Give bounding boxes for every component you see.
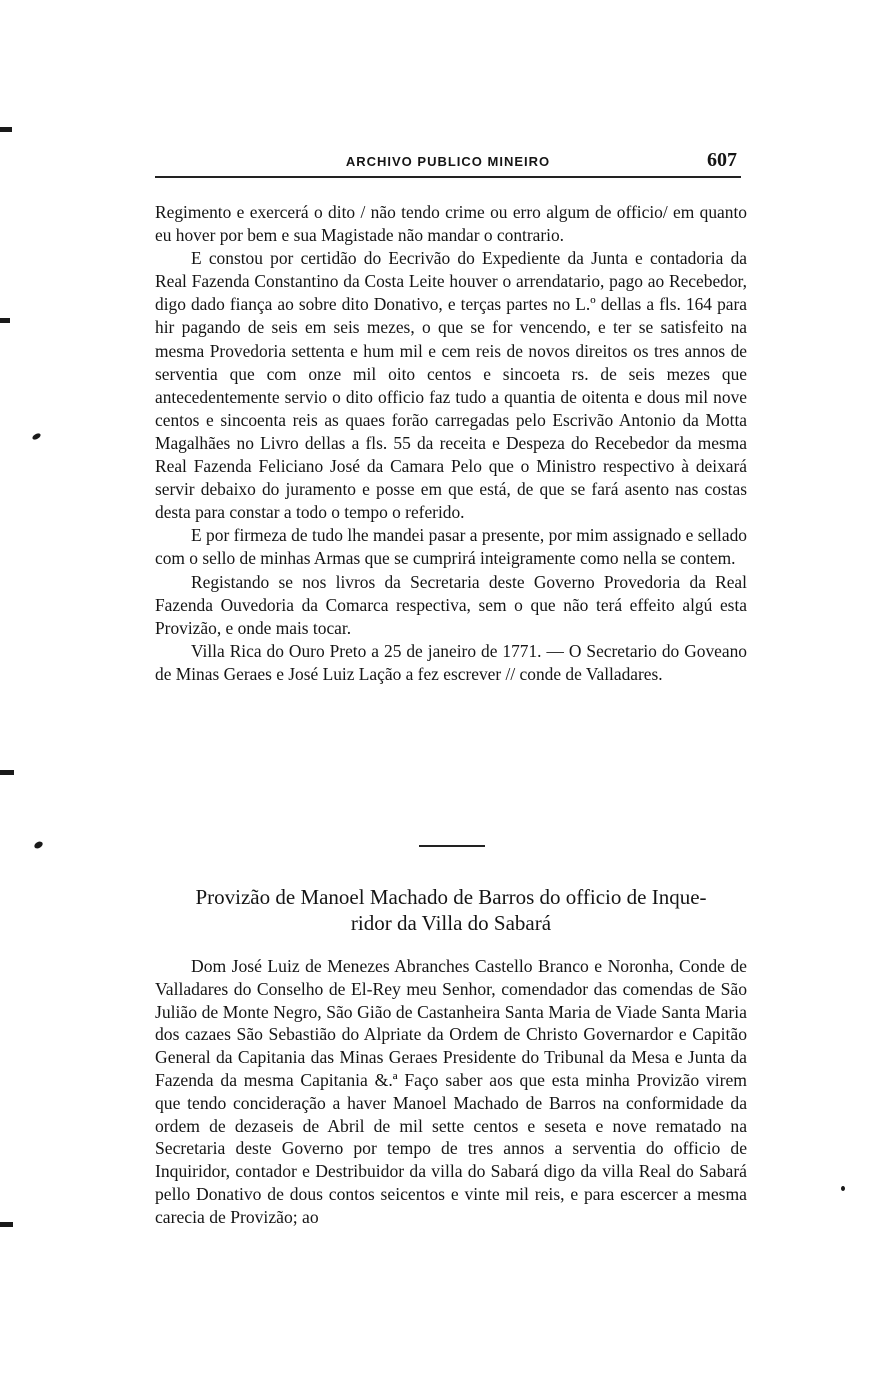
paragraph: Regimento e exercerá o dito / não tendo crime ou erro algum de officio/ em quanto eu hover por bem e sua Magistade não mandar o contrario. [155, 202, 747, 246]
page-number: 607 [707, 149, 737, 171]
paragraph: Registando se nos livros da Secretaria deste Governo Provedoria da Real Fazenda Ouvedoria da Comarca respectiva, sem o que não terá effeito algú esta Provizão, e onde mais tocar. [155, 571, 747, 638]
scan-edge-mark [0, 127, 12, 132]
scan-fleck [841, 1186, 845, 1191]
running-title: ARCHIVO PUBLICO MINEIRO [345, 154, 551, 169]
scan-fleck [33, 840, 44, 850]
paragraph: Dom José Luiz de Menezes Abranches Castello Branco e Noronha, Conde de Valladares do Conselho de El-Rey meu Senhor, comendador das comendas de São Julião de Monte Negro, São Gião de Castanheira Santa Maria de Viade Santa Maria dos cazaes São Sebastião do Alpriate da Ordem de Christo Governardor e Capitão General da Capitania das Minas Geraes Presidente do Tribunal da Mesa e Junta da Fazenda da mesma Capitania &.ª Faço saber aos que esta minha Provizão virem que tendo concideração a haver Manoel Machado de Barros na conformidade da ordem de dezaseis de Abril de mil sette centos e seseta e nove rematado na Secretaria deste Governo por tempo de tres annos a serventia do officio de Inquiridor, contador e Destribuidor da villa do Sabará digo da villa Real do Sabará pello Donativo de dous contos seicentos e vinte mil reis, e para escercer a mesma carecia de Provizão; ao [155, 956, 747, 1227]
header-rule [155, 176, 741, 178]
document-title-line: Provizão de Manoel Machado de Barros do officio de Inque- [195, 885, 707, 909]
document-title [155, 884, 747, 936]
paragraph: Villa Rica do Ouro Preto a 25 de janeiro de 1771. — O Secretario do Goveano de Minas Geraes e José Luiz Lação a fez escrever // conde de Valladares. [155, 640, 747, 684]
paragraph: E por firmeza de tudo lhe mandei pasar a presente, por mim assignado e sellado com o sello de minhas Armas que se cumprirá inteigramente como nella se contem. [155, 525, 747, 569]
document-title-line: ridor da Villa do Sabará [350, 911, 552, 935]
running-head [155, 149, 741, 182]
document-body-continued [155, 201, 747, 686]
scan-fleck [31, 432, 41, 441]
section-divider [419, 845, 485, 847]
scan-edge-mark [0, 1222, 13, 1227]
paragraph: E constou por certidão do Eecrivão do Expediente da Junta e contadoria da Real Fazenda Constantino da Costa Leite houver o arrendatario, pago ao Recebedor, digo dado fiança ao sobre dito Donativo, e terças partes no L.º dellas a fls. 164 para hir pagando de seis em seis mezes, o que se for vencendo, e ter se satisfeito na mesma Provedoria settenta e hum mil e cem reis de novos direitos os tres annos de serventia que com onze mil oito centos e sincoeta rs. de seis mezes que antecedentemente servio o dito officio faz tudo a quantia de oitenta e dous mil nove centos e sincoenta reis as quaes forão carregadas pelo Escrivão Antonio da Motta Magalhães no Livro dellas a fls. 55 da receita e Despeza do Recebedor da mesma Real Fazenda Feliciano José da Camara Pelo que o Ministro respectivo à deixará servir debaixo do juramento e posse em que está, de que se fará asento nas costas desta para constar a todo o tempo o referido. [155, 248, 747, 523]
scan-edge-mark [0, 770, 14, 775]
document-body [155, 955, 747, 1229]
scan-edge-mark [0, 318, 10, 323]
